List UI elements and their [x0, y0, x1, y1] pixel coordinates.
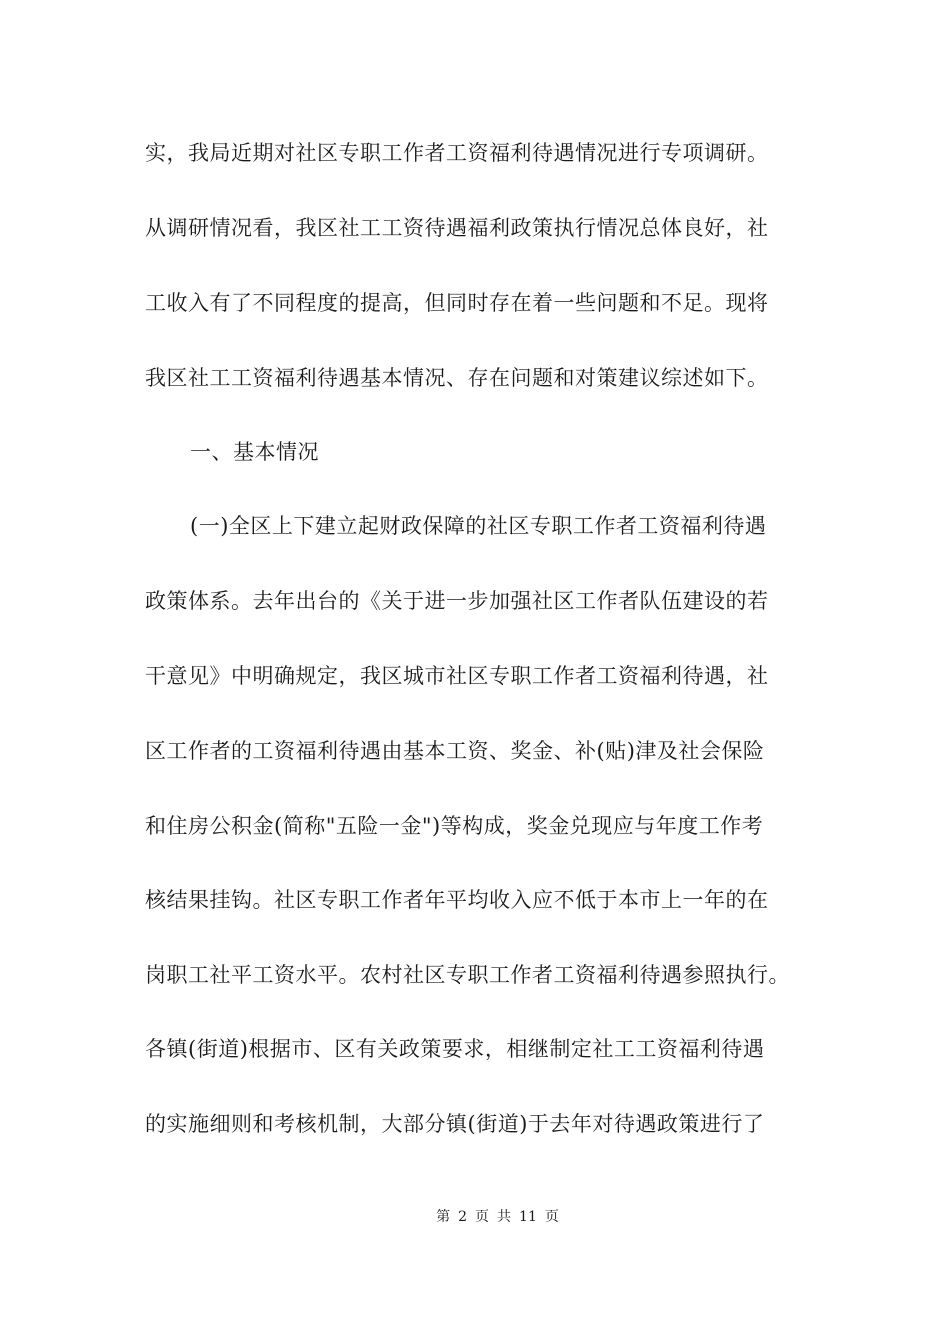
text-line: 我区社工工资福利待遇基本情况、存在问题和对策建议综述如下。 [145, 366, 769, 390]
footer-prefix: 第 [436, 1209, 451, 1225]
footer-page-number: 2 [458, 1209, 468, 1225]
text-line: 核结果挂钩。社区专职工作者年平均收入应不低于本市上一年的在 [145, 888, 769, 912]
text-line: 的实施细则和考核机制，大部分镇(街道)于去年对待遇政策进行了 [145, 1112, 765, 1136]
text-line: 和住房公积金(简称"五险一金")等构成，奖金兑现应与年度工作考 [145, 814, 764, 838]
footer-total-pages: 11 [519, 1209, 537, 1225]
footer-suffix: 页 [544, 1209, 559, 1225]
footer-total-word: 共 [497, 1209, 512, 1225]
text-line: 区工作者的工资福利待遇由基本工资、奖金、补(贴)津及社会保险 [145, 739, 765, 763]
text-line: 工收入有了不同程度的提高，但同时存在着一些问题和不足。现将 [145, 291, 769, 315]
text-line: 各镇(街道)根据市、区有关政策要求，相继制定社工工资福利待遇 [145, 1037, 765, 1061]
text-line: 实，我局近期对社区专职工作者工资福利待遇情况进行专项调研。 [145, 141, 769, 165]
text-line: 从调研情况看，我区社工工资待遇福利政策执行情况总体良好，社 [145, 216, 769, 240]
section-heading: 一、基本情况 [190, 440, 319, 464]
text-line: 政策体系。去年出台的《关于进一步加强社区工作者队伍建设的若 [145, 589, 769, 613]
text-line: 岗职工社平工资水平。农村社区专职工作者工资福利待遇参照执行。 [145, 963, 790, 987]
text-line: 干意见》中明确规定，我区城市社区专职工作者工资福利待遇，社 [145, 664, 769, 688]
text-line: (一)全区上下建立起财政保障的社区专职工作者工资福利待遇 [190, 514, 767, 538]
footer-page-word: 页 [475, 1209, 490, 1225]
page-footer [0, 1207, 950, 1227]
